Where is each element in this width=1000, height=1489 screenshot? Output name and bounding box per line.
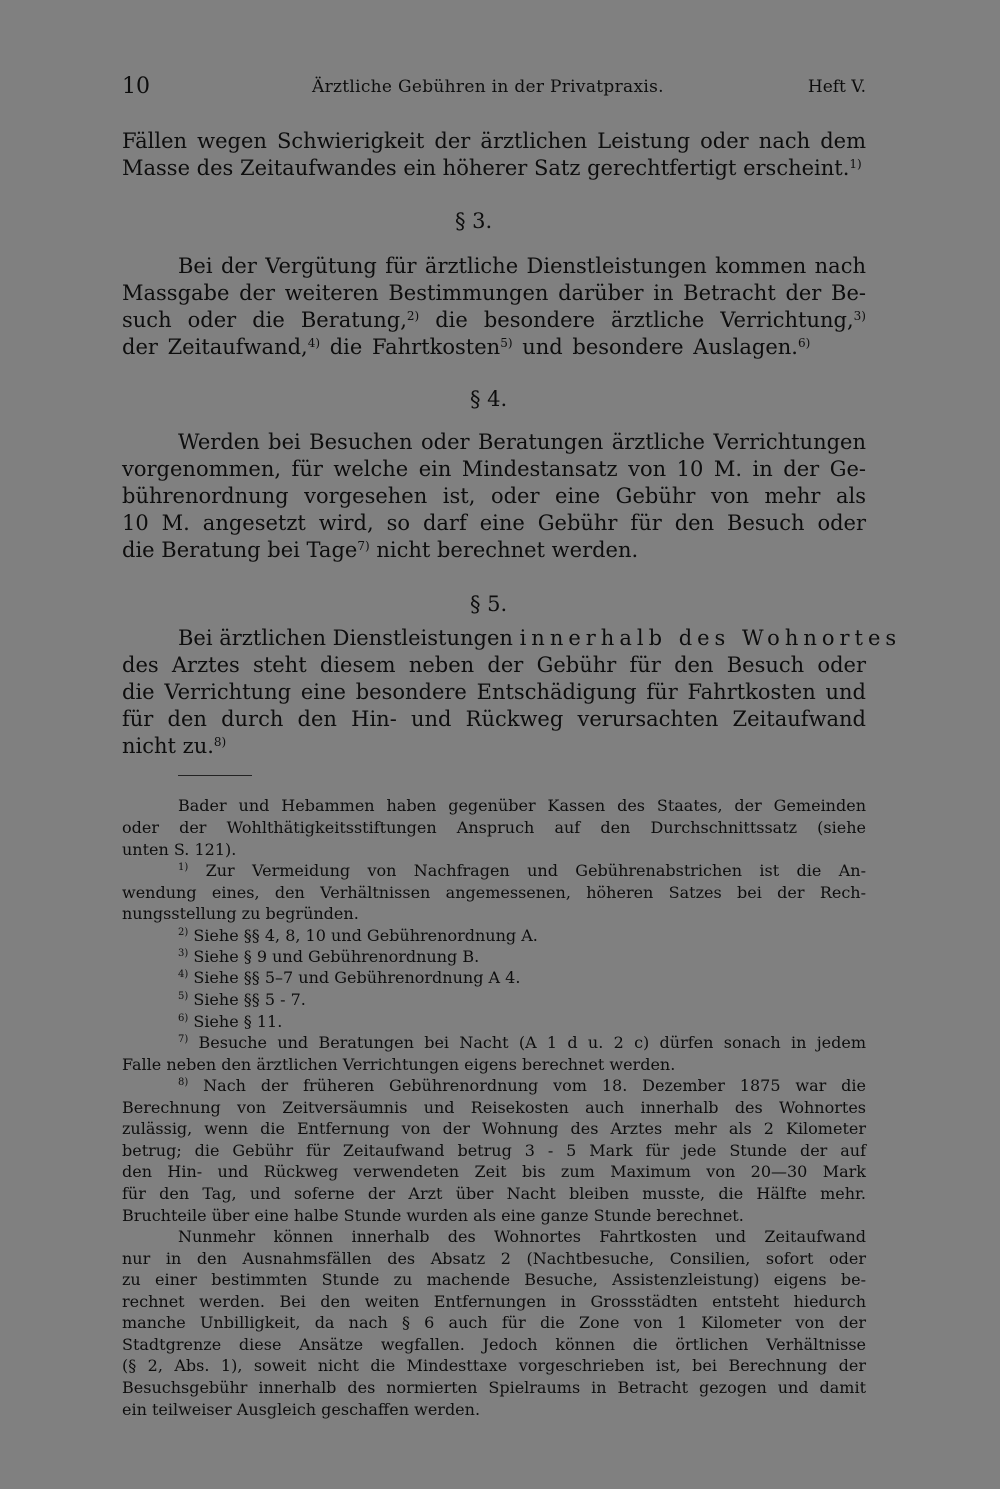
footnote-ref: 6) (797, 336, 811, 350)
footnote-text: Siehe § 9 und Gebührenordnung B. (188, 947, 480, 966)
body-line: 10 M. angesetzt wird, so darf eine Gebühr für den Besuch oder (122, 511, 866, 535)
footnote-mark: 7) (178, 1034, 189, 1045)
body-line: bührenordnung vorgesehen ist, oder eine Gebühr von mehr als (122, 484, 866, 508)
emphasized-text: innerhalb des Wohnortes (519, 626, 902, 650)
footnote-text: Siehe §§ 4, 8, 10 und Gebührenordnung A. (188, 926, 538, 945)
footnote-ref: 5) (500, 336, 513, 350)
body-text: nicht zu. (122, 734, 214, 758)
page-number: 10 (122, 74, 150, 99)
footnote-line: betrug; die Gebühr für Zeitaufwand betrug 3 - 5 Mark für jede Stunde der auf (122, 1141, 866, 1160)
footnote-mark: 5) (178, 991, 189, 1002)
footnote-1 (178, 861, 866, 880)
footnote-line: für den Tag, und soferne der Arzt über Nacht bleiben musste, die Hälfte mehr. (122, 1184, 866, 1203)
footnote-text: Besuche und Beratungen bei Nacht (A 1 d u. 2 c) dürfen sonach in jedem (188, 1033, 866, 1052)
footnote-text: Siehe §§ 5–7 und Gebührenordnung A 4. (188, 968, 521, 987)
body-text: der Zeitaufwand, (122, 335, 308, 359)
footnote-7 (178, 1033, 866, 1052)
footnote-ref: 3) (853, 309, 866, 323)
footnote-mark: 3) (178, 948, 189, 959)
footnote-ref: 1) (849, 157, 862, 171)
footnote-mark: 1) (178, 862, 189, 873)
body-line: Fällen wegen Schwierigkeit der ärztlichen Leistung oder nach dem (122, 129, 866, 153)
footnote-text: Zur Vermeidung von Nachfragen und Gebührenabstrichen ist die An- (188, 861, 866, 880)
footnote-mark: 6) (178, 1013, 189, 1024)
body-line (122, 156, 866, 180)
footnote-line: Bader und Hebammen haben gegenüber Kassen des Staates, der Gemeinden (178, 796, 866, 815)
footnote-line: Bruchteile über eine halbe Stunde wurden als eine ganze Stunde berechnet. (122, 1206, 744, 1225)
footnote-6 (178, 1012, 282, 1031)
body-line: die Verrichtung eine besondere Entschädigung für Fahrtkosten und (122, 680, 866, 704)
footnote-2 (178, 926, 538, 945)
footnote-line: oder der Wohlthätigkeitsstiftungen Anspruch auf den Durchschnittssatz (siehe (122, 818, 866, 837)
footnote-4 (178, 968, 520, 987)
footnote-line: nungsstellung zu begründen. (122, 904, 359, 923)
footnote-line: Besuchsgebühr innerhalb des normierten Spielraums in Betracht gezogen und damit (122, 1378, 866, 1397)
body-line (122, 335, 866, 359)
footnote-line: manche Unbilligkeit, da nach § 6 auch für die Zone von 1 Kilometer von der (122, 1313, 866, 1332)
section-heading: § 3. (455, 209, 493, 233)
footnote-line: Nunmehr können innerhalb des Wohnortes Fahrtkosten und Zeitaufwand (178, 1227, 866, 1246)
footnote-line: (§ 2, Abs. 1), soweit nicht die Mindesttaxe vorgeschrieben ist, bei Berechnung der (122, 1356, 866, 1375)
body-text: und besondere Auslagen. (512, 335, 798, 359)
footnote-ref: 2) (406, 309, 420, 323)
body-line: des Arztes steht diesem neben der Gebühr für den Besuch oder (122, 653, 866, 677)
footnote-5 (178, 990, 306, 1009)
footnote-line: nur in den Ausnahmsfällen des Absatz 2 (Nachtbesuche, Consilien, sofort oder (122, 1249, 866, 1268)
body-line (122, 308, 866, 332)
body-line (122, 538, 866, 562)
running-title: Ärztliche Gebühren in der Privatpraxis. (312, 77, 664, 97)
footnote-line: wendung eines, den Verhältnissen angemessenen, höheren Satzes bei der Rech- (122, 883, 866, 902)
body-line: Werden bei Besuchen oder Beratungen ärztliche Verrichtungen (178, 430, 866, 454)
body-text: nicht berechnet werden. (369, 538, 639, 562)
footnote-text: Nach der früheren Gebührenordnung vom 18. Dezember 1875 war die (188, 1076, 866, 1095)
footnote-text: Siehe §§ 5 - 7. (188, 990, 306, 1009)
body-text: die Beratung bei Tage (122, 538, 358, 562)
body-line: für den durch den Hin- und Rückweg verursachten Zeitaufwand (122, 707, 866, 731)
footnote-ref: 8) (213, 735, 227, 749)
footnote-line: rechnet werden. Bei den weiten Entfernungen in Grossstädten entsteht hiedurch (122, 1292, 866, 1311)
footnote-text: Siehe § 11. (188, 1012, 283, 1031)
body-line: Massgabe der weiteren Bestimmungen darüber in Betracht der Be- (122, 281, 866, 305)
footnote-8 (178, 1076, 866, 1095)
footnote-mark: 2) (178, 927, 189, 938)
issue-label: Heft V. (807, 77, 866, 97)
body-line: Bei der Vergütung für ärztliche Dienstleistungen kommen nach (178, 254, 866, 278)
body-line (178, 626, 902, 650)
footnote-line: den Hin- und Rückweg verwendeten Zeit bis zum Maximum von 20—30 Mark (122, 1162, 866, 1181)
footnote-ref: 4) (307, 336, 321, 350)
footnote-separator (178, 775, 252, 776)
body-text: Bei ärztlichen Dienstleistungen (178, 626, 520, 650)
footnote-mark: 8) (178, 1077, 189, 1088)
body-line (122, 734, 866, 758)
footnote-line: zu einer bestimmten Stunde zu machende Besuche, Assistenzleistung) eigens be- (122, 1270, 866, 1289)
body-text: Masse des Zeitaufwandes ein höherer Satz gerechtfertigt erscheint. (122, 156, 850, 180)
body-line: vorgenommen, für welche ein Mindestansatz von 10 M. in der Ge- (122, 457, 866, 481)
footnote-line: Berechnung von Zeitversäumnis und Reisekosten auch innerhalb des Wohnortes (122, 1098, 866, 1117)
footnote-ref: 7) (357, 539, 370, 553)
page-header (122, 74, 866, 102)
footnote-line: Falle neben den ärztlichen Verrichtungen eigens berechnet werden. (122, 1055, 676, 1074)
body-text: such oder die Beratung, (122, 308, 407, 332)
body-text: die besondere ärztliche Verrichtung, (419, 308, 854, 332)
footnote-3 (178, 947, 479, 966)
footnote-line: unten S. 121). (122, 840, 237, 859)
footnote-mark: 4) (178, 969, 189, 980)
footnote-line: Stadtgrenze diese Ansätze wegfallen. Jedoch können die örtlichen Verhältnisse (122, 1335, 866, 1354)
body-text: die Fahrtkosten (320, 335, 501, 359)
footnote-line: ein teilweiser Ausgleich geschaffen werden. (122, 1400, 481, 1419)
section-heading: § 4. (470, 387, 508, 411)
section-heading: § 5. (470, 592, 508, 616)
footnote-line: zulässig, wenn die Entfernung von der Wohnung des Arztes mehr als 2 Kilometer (122, 1119, 866, 1138)
